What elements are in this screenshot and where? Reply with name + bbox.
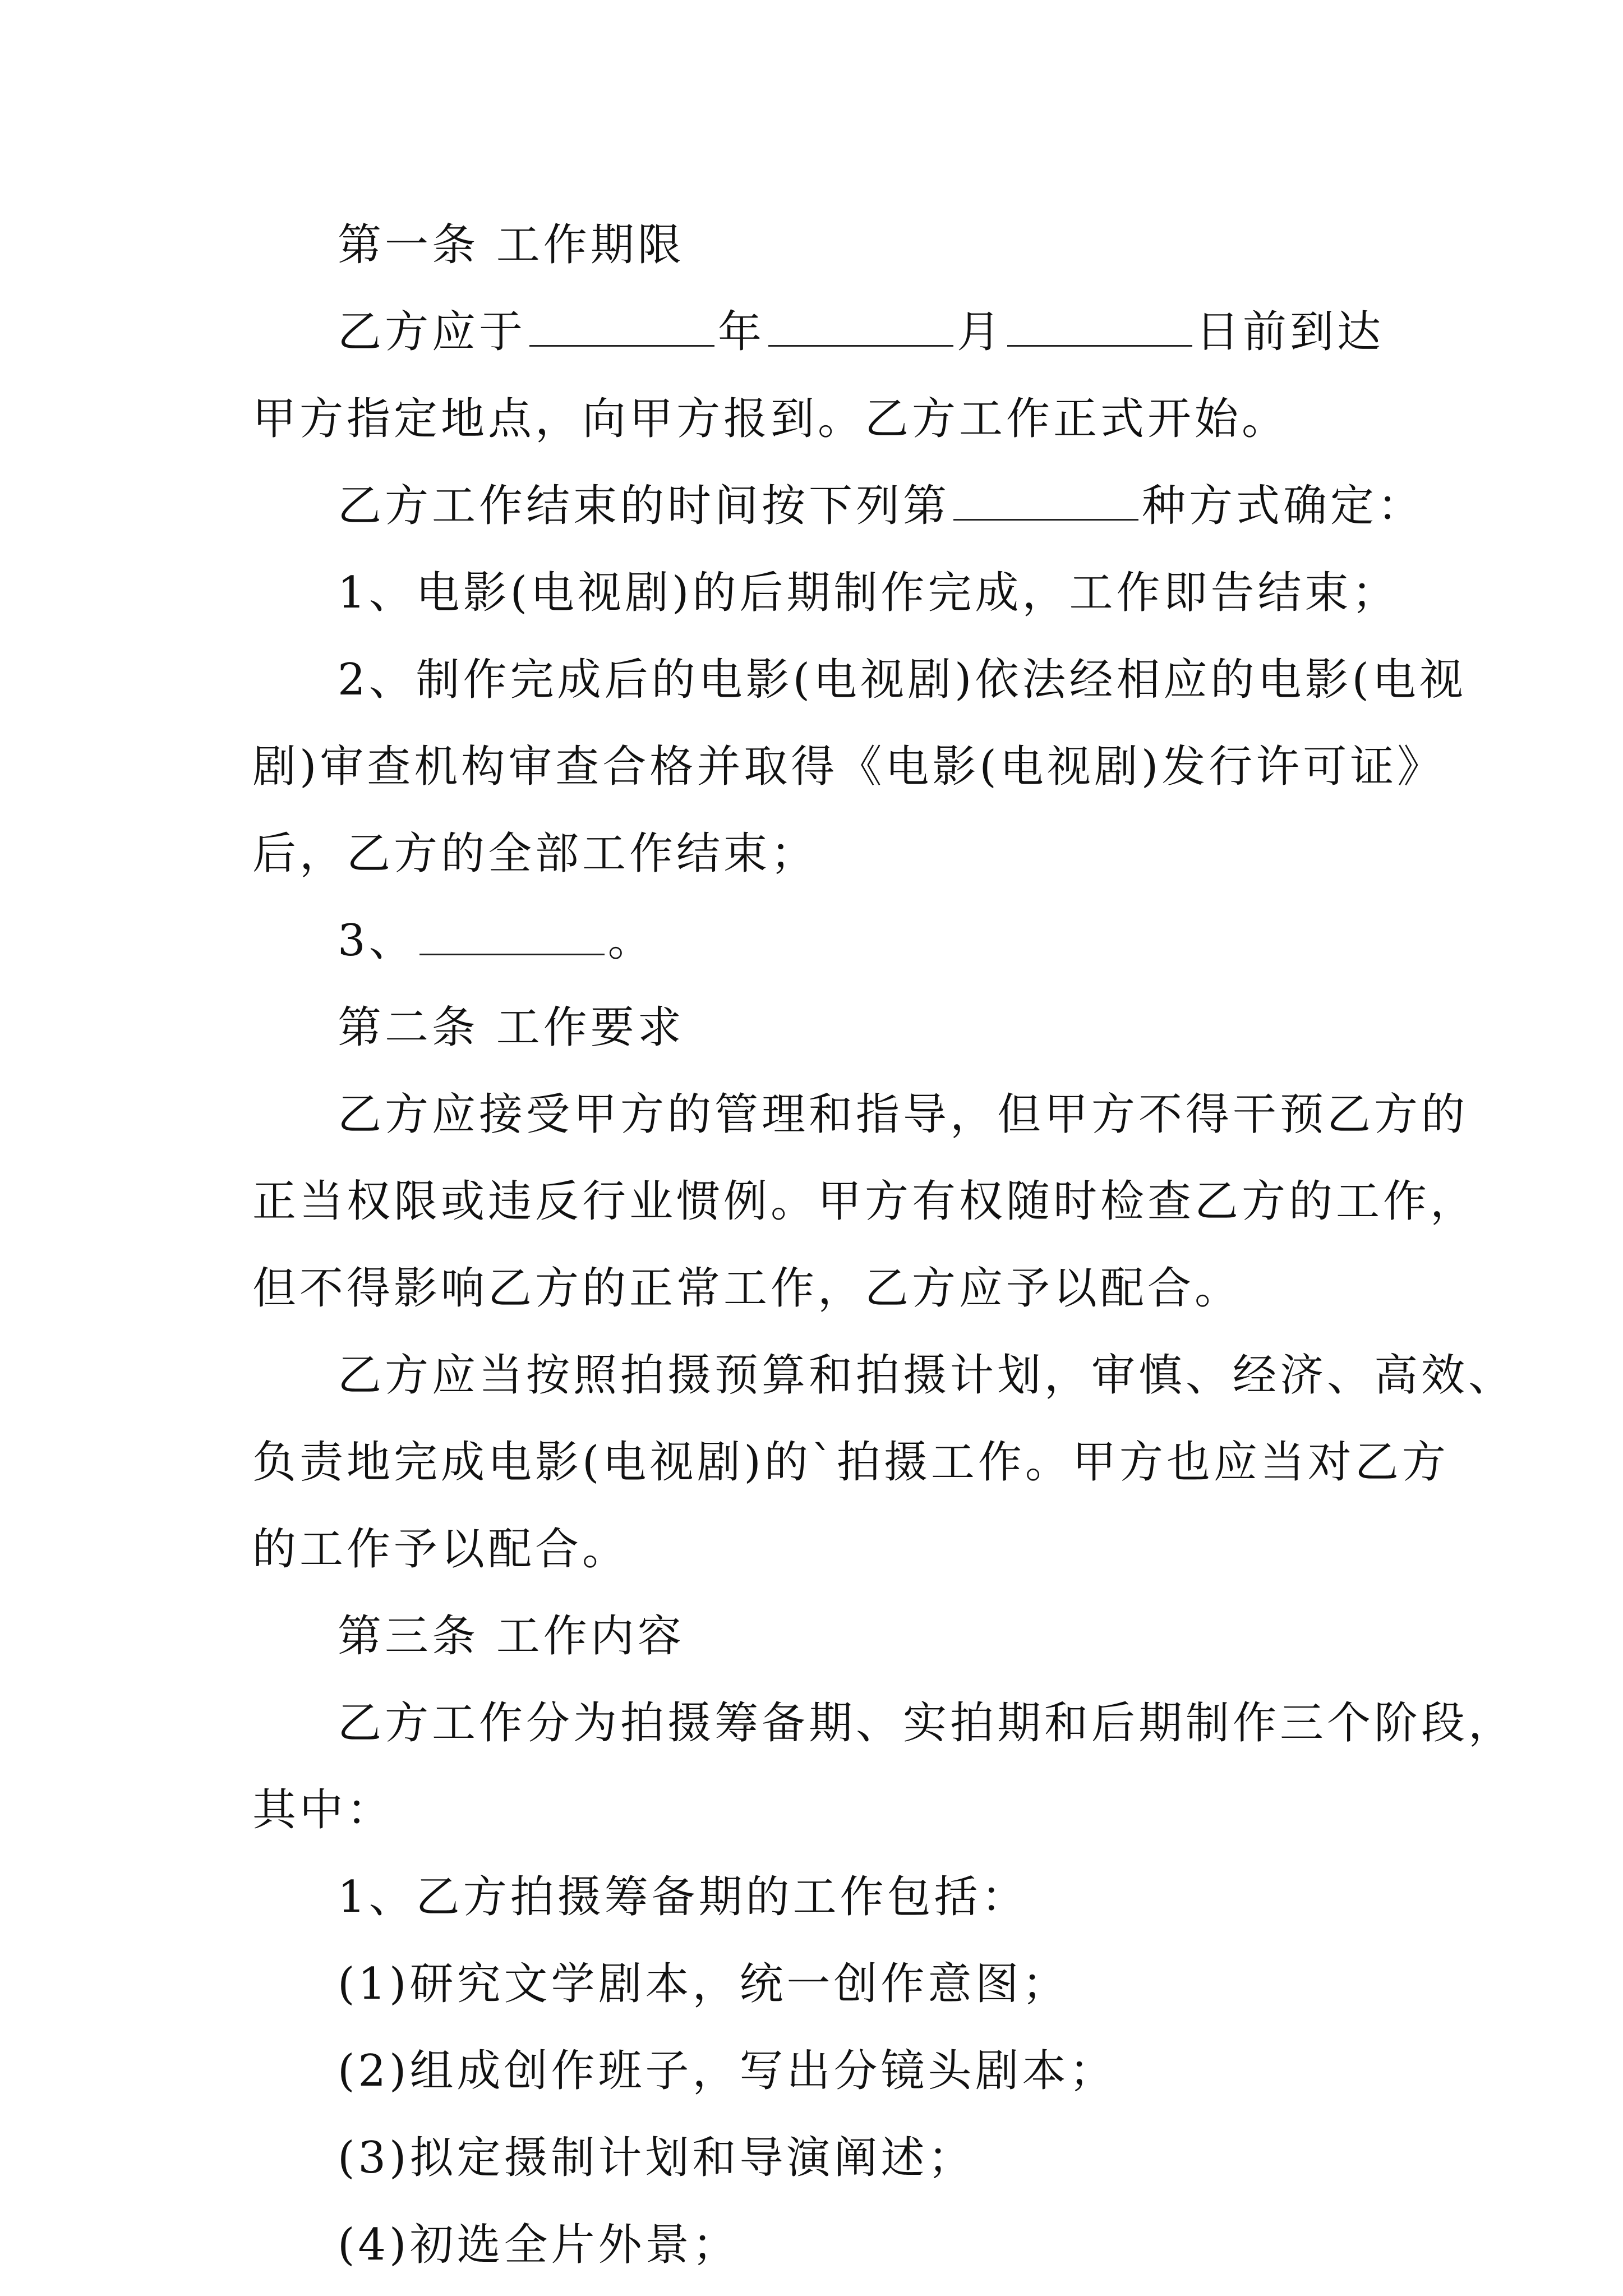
article-3-section-1-item-2: (2)组成创作班子，写出分镜头剧本；: [338, 2046, 1117, 2096]
item-3-blank: [419, 920, 605, 955]
article-3-paragraph-1-cont: 其中：: [252, 1785, 394, 1835]
method-blank: [953, 485, 1138, 521]
article-2-paragraph-1-cont: 正当权限或违反行业惯例。甲方有权随时检查乙方的工作，: [252, 1176, 1478, 1227]
article-3-section-1-item-4: (4)初选全片外景；: [338, 2220, 740, 2270]
article-1-item-1: 1、电影(电视剧)的后期制作完成，工作即告结束；: [338, 568, 1399, 618]
article-2-paragraph-1: 乙方应接受甲方的管理和指导，但甲方不得干预乙方的: [338, 1089, 1469, 1140]
article-1-paragraph-2: 乙方工作结束的时间按下列第 种方式确定：: [338, 481, 1425, 531]
article-1-paragraph-1: 乙方应于 年 月 日前到达: [338, 307, 1385, 357]
article-1-item-2: 2、制作完成后的电影(电视剧)依法经相应的电影(电视: [338, 655, 1467, 705]
article-2-paragraph-2-cont: 负责地完成电影(电视剧)的`拍摄工作。甲方也应当对乙方: [252, 1437, 1449, 1488]
article-3-heading: 第三条 工作内容: [338, 1611, 685, 1662]
day-blank: [1007, 311, 1192, 347]
article-1-heading: 第一条 工作期限: [338, 220, 685, 270]
article-3-section-1-item-1: (1)研究文学剧本，统一创作意图；: [338, 1959, 1069, 2009]
article-3-section-1-item-3: (3)拟定摄制计划和导演阐述；: [338, 2133, 975, 2183]
article-1-item-2-cont: 剧)审查机构审查合格并取得《电影(电视剧)发行许可证》: [252, 742, 1445, 792]
article-1-item-3: 3、 。: [338, 915, 655, 966]
article-3-section-1: 1、乙方拍摄筹备期的工作包括：: [338, 1872, 1029, 1922]
article-1-item-2-cont-2: 后，乙方的全部工作结束；: [252, 829, 818, 879]
document-body: [252, 202, 1516, 2289]
month-blank: [768, 311, 953, 347]
article-1-paragraph-1-cont: 甲方指定地点，向甲方报到。乙方工作正式开始。: [252, 394, 1289, 444]
article-2-paragraph-2-cont-2: 的工作予以配合。: [252, 1524, 630, 1575]
article-2-heading: 第二条 工作要求: [338, 1002, 685, 1053]
article-2-paragraph-2: 乙方应当按照拍摄预算和拍摄计划，审慎、经济、高效、: [338, 1350, 1516, 1401]
year-blank: [529, 311, 714, 347]
article-2-paragraph-1-cont-2: 但不得影响乙方的正常工作，乙方应予以配合。: [252, 1263, 1242, 1314]
article-3-paragraph-1: 乙方工作分为拍摄筹备期、实拍期和后期制作三个阶段，: [338, 1698, 1516, 1749]
